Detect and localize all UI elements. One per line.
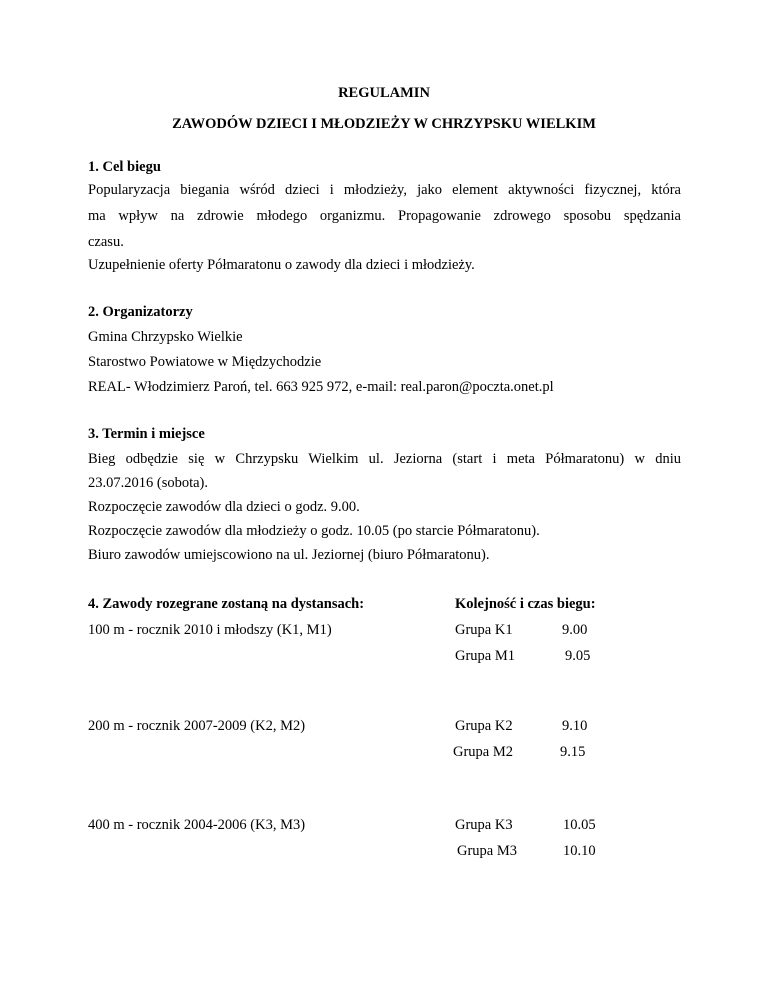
section-4-heading: 4. Zawody rozegrane zostaną na dystansach: (88, 596, 365, 612)
group-name: Grupa M1 (455, 648, 516, 664)
section-1-heading: 1. Cel biegu (88, 159, 161, 175)
schedule-line: Rozpoczęcie zawodów dla młodzieży o godz. 10.05 (po starcie Półmaratonu). (88, 523, 540, 539)
organizer-line: Gmina Chrzypsko Wielkie (88, 329, 243, 345)
group-name: Grupa M3 (457, 843, 518, 859)
organizer-line: Starostwo Powiatowe w Międzychodzie (88, 354, 322, 370)
section-2-heading: 2. Organizatorzy (88, 304, 193, 320)
group-name: Grupa K3 (455, 817, 513, 833)
organizer-contact-line: REAL- Włodzimierz Paroń, tel. 663 925 972, e-mail: real.paron@poczta.onet.pl (88, 379, 554, 395)
group-name: Grupa M2 (453, 744, 514, 760)
section-1-paragraph-line: ma wpływ na zdrowie młodego organizmu. Propagowanie zdrowego sposobu spędzania (88, 208, 681, 224)
schedule-line: Biuro zawodów umiejscowiono na ul. Jeziornej (biuro Półmaratonu). (88, 547, 490, 563)
document-title: REGULAMIN (338, 85, 430, 101)
group-name: Grupa K2 (455, 718, 513, 734)
section-1-paragraph: Uzupełnienie oferty Półmaratonu o zawody dla dzieci i młodzieży. (88, 257, 475, 273)
schedule-line: Rozpoczęcie zawodów dla dzieci o godz. 9.00. (88, 499, 360, 515)
section-1-paragraph-line: czasu. (88, 234, 124, 250)
distance-line: 100 m - rocznik 2010 i młodszy (K1, M1) (88, 622, 332, 638)
group-time: 10.10 (563, 843, 596, 859)
section-1-paragraph-line: Popularyzacja biegania wśród dzieci i młodzieży, jako element aktywności fizycznej, która (88, 182, 681, 198)
group-time: 9.00 (562, 622, 588, 638)
order-heading: Kolejność i czas biegu: (455, 596, 596, 612)
document-subtitle: ZAWODÓW DZIECI I MŁODZIEŻY W CHRZYPSKU WIELKIM (172, 116, 596, 132)
group-time: 9.05 (565, 648, 591, 664)
distance-line: 200 m - rocznik 2007-2009 (K2, M2) (88, 718, 306, 734)
section-3-paragraph-line: 23.07.2016 (sobota). (88, 475, 209, 491)
group-time: 10.05 (563, 817, 596, 833)
section-3-heading: 3. Termin i miejsce (88, 426, 205, 442)
section-3-paragraph-line: Bieg odbędzie się w Chrzypsku Wielkim ul. Jeziorna (start i meta Półmaratonu) w dniu (88, 451, 681, 467)
distance-line: 400 m - rocznik 2004-2006 (K3, M3) (88, 817, 306, 833)
group-time: 9.15 (560, 744, 586, 760)
group-name: Grupa K1 (455, 622, 513, 638)
group-time: 9.10 (562, 718, 588, 734)
